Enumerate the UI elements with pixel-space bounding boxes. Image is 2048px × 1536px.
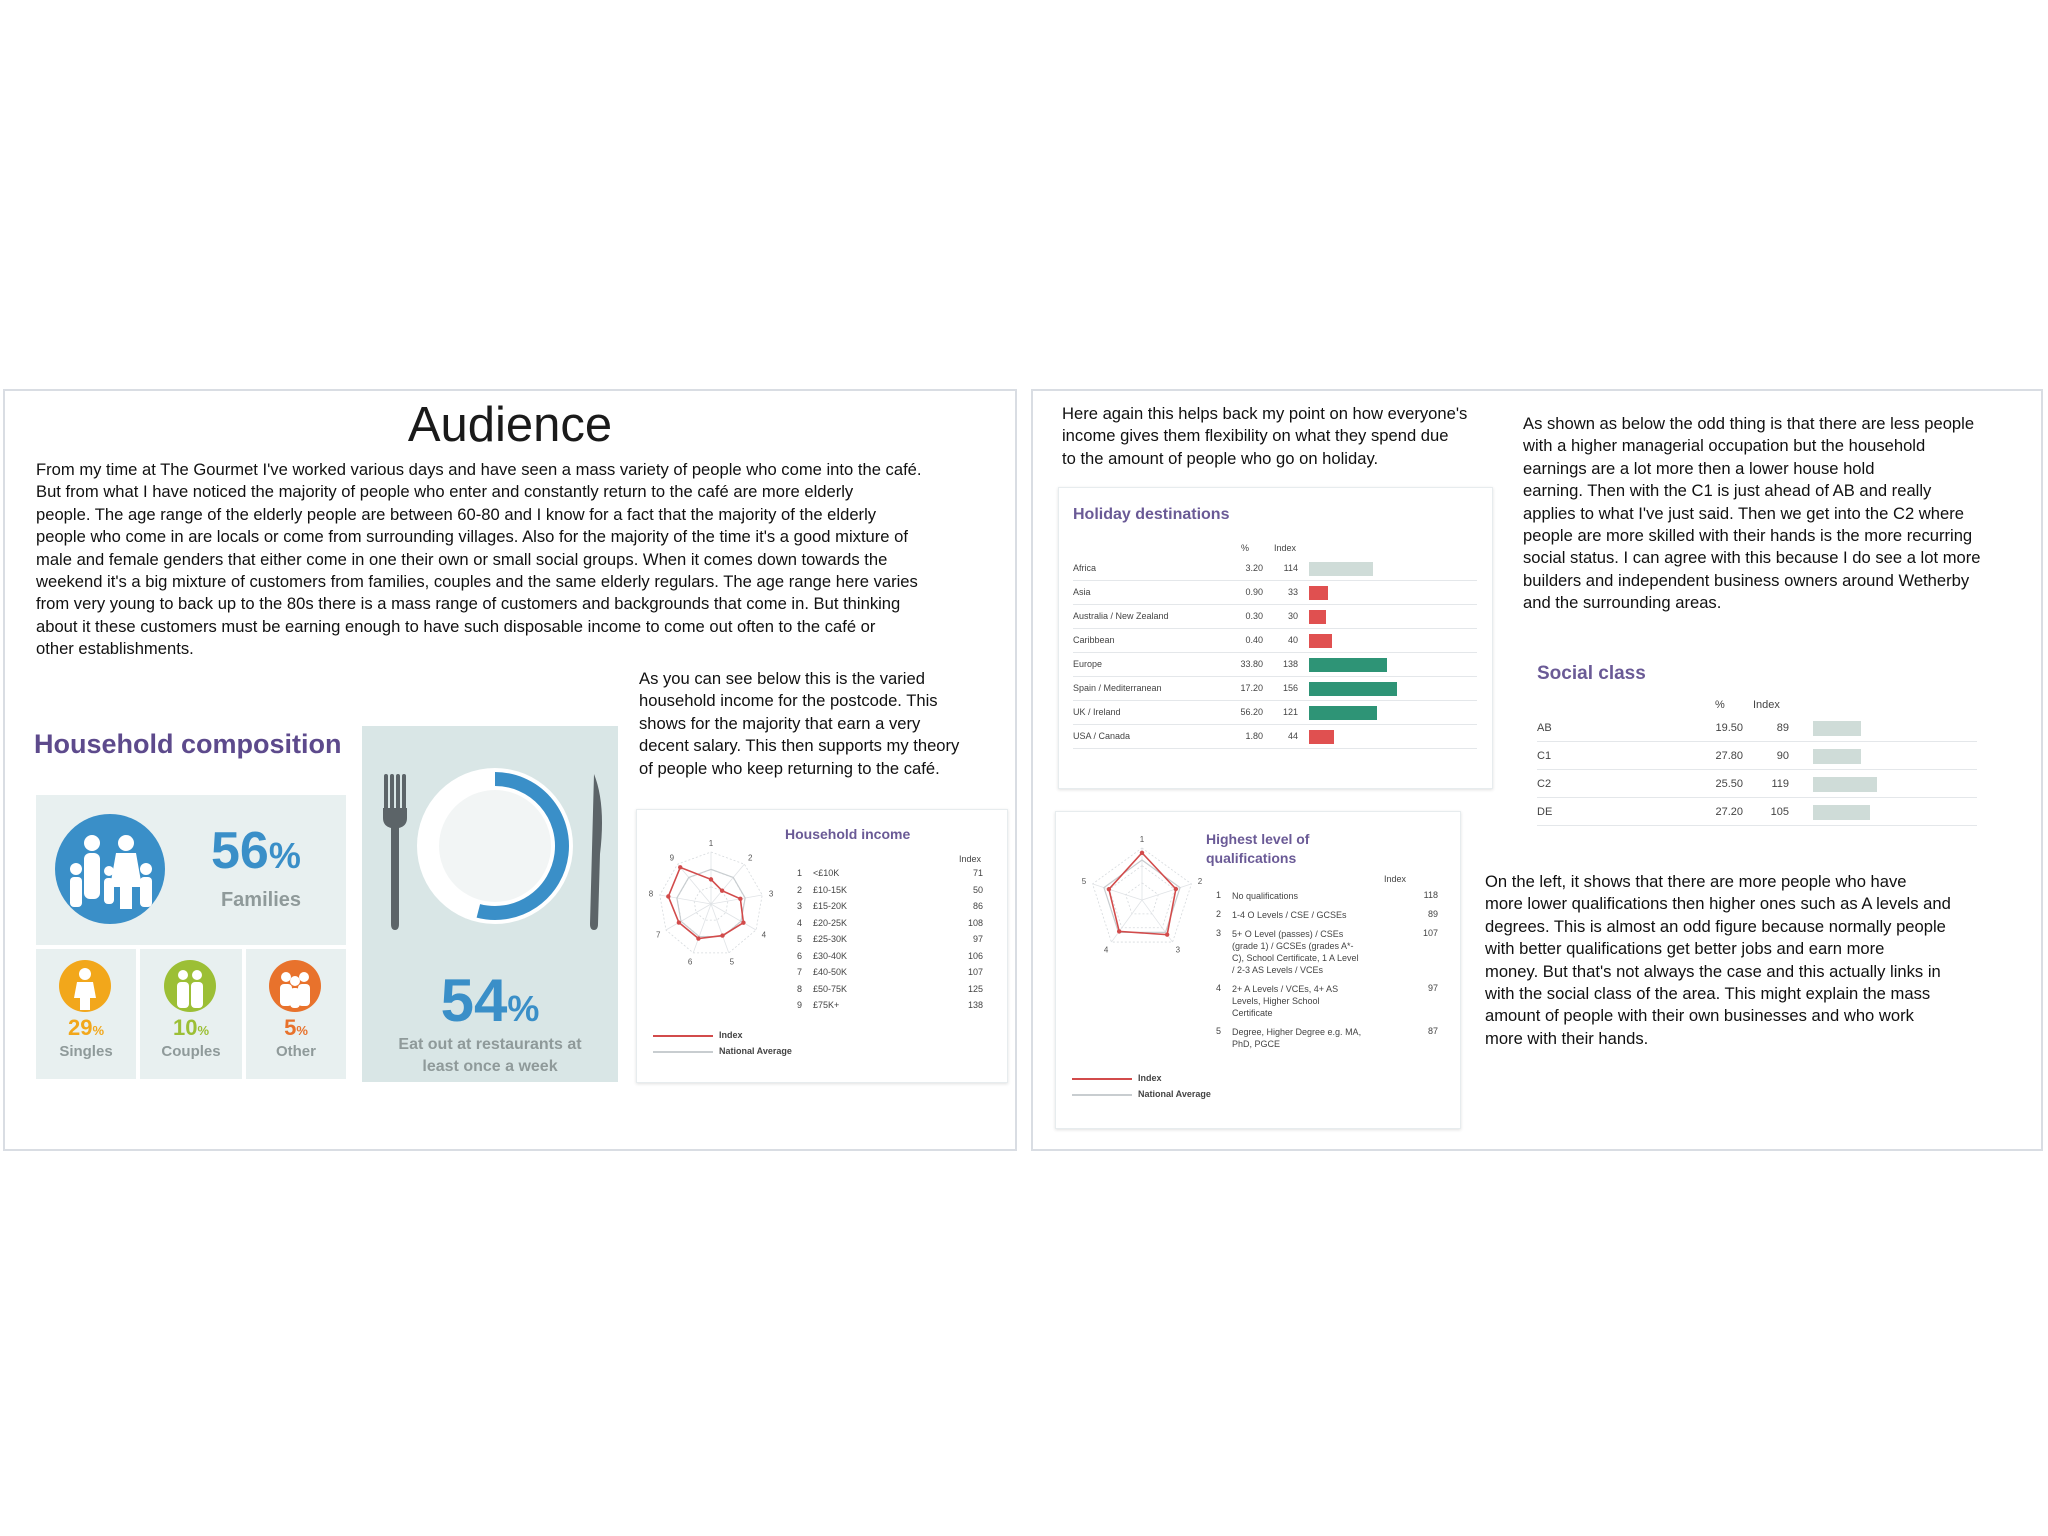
group-icon	[268, 959, 322, 1013]
intro-line: From my time at The Gourmet I've worked various days and have seen a mass variety of people who come into the café.	[36, 460, 922, 479]
holiday-note-line: to the amount of people who go on holiday.	[1062, 448, 1379, 468]
social-note-line: As shown as below the odd thing is that there are less people	[1523, 414, 1975, 433]
income-row	[797, 934, 997, 949]
income-row-index: 108	[967, 917, 983, 928]
income-row-number: 1	[797, 868, 803, 878]
single-person-icon	[58, 959, 112, 1013]
qual-row-label	[1232, 1026, 1392, 1050]
holiday-row-label: Asia	[1073, 587, 1091, 597]
social-row	[1537, 743, 1997, 769]
income-radar-point	[738, 897, 742, 901]
singles-tile	[36, 949, 136, 1079]
income-row-label: £20-25K	[813, 917, 848, 928]
holiday-row-divider	[1073, 604, 1477, 605]
social-row	[1537, 715, 1997, 741]
holiday-row	[1073, 654, 1483, 676]
social-index-header: Index	[1753, 699, 1780, 711]
legend-national-line	[653, 1051, 713, 1053]
holiday-row	[1073, 582, 1483, 604]
qual-row-index: 89	[1427, 909, 1438, 919]
qual-row-label	[1232, 928, 1392, 976]
income-radar-axis-label: 1	[708, 839, 714, 848]
income-row-number: 5	[797, 934, 803, 944]
intro-line: people. The age range of the elderly people are between 60-80 and I know for a fact that the majority of the elderly	[36, 504, 877, 524]
income-row-label: £75K+	[813, 1000, 840, 1010]
income-note-line: As you can see below this is the varied	[639, 669, 925, 688]
qual-row-label	[1232, 983, 1392, 1019]
income-row-index: 86	[972, 901, 983, 911]
holiday-row-label: Caribbean	[1073, 635, 1115, 645]
social-note-line: with a higher managerial occupation but the household	[1523, 436, 1926, 456]
holiday-row-label: Africa	[1073, 563, 1097, 573]
income-row-number: 8	[797, 983, 803, 994]
income-row-index: 138	[967, 1000, 983, 1010]
qual-radar-axis-label: 3	[1175, 945, 1181, 955]
qual-radar-point	[1174, 887, 1178, 891]
qual-row-number: 3	[1216, 928, 1222, 938]
income-radar-spoke	[678, 864, 711, 904]
income-row-label: £10-15K	[813, 884, 848, 895]
qual-row-index: 107	[1422, 928, 1438, 938]
holiday-row-divider	[1073, 580, 1477, 581]
social-row-pct: 19.50	[1715, 722, 1743, 734]
social-row-label: C2	[1537, 778, 1552, 790]
social-title: Social class	[1537, 663, 1646, 684]
qual-row-index: 118	[1423, 890, 1438, 900]
intro-line: weekend it's a big mixture of customers from families, couples and the same elderly regulars. The age range here varies	[36, 572, 918, 592]
social-row-bar	[1813, 749, 1861, 764]
income-note-line: shows for the majority that earn a very	[639, 713, 921, 733]
qual-radar-spoke	[1142, 884, 1191, 900]
holiday-row-bar	[1309, 634, 1332, 648]
holiday-row-index: 114	[1283, 563, 1298, 573]
social-row-divider	[1537, 769, 1977, 770]
legend-national: National Average	[719, 1046, 792, 1056]
qual-row-label-line: / 2-3 AS Levels / VCEs	[1232, 965, 1324, 975]
intro-line: about it these customers must be earning enough to have such disposable income to come out often to the café or	[36, 616, 876, 636]
income-note-line: decent salary. This then supports my theory	[639, 736, 960, 756]
holiday-row-bar	[1309, 730, 1334, 744]
other-tile	[246, 949, 346, 1079]
holiday-row-index: 121	[1282, 707, 1298, 717]
income-row-label: £30-40K	[813, 950, 848, 961]
qualifications-note-line: with better qualifications get better jobs and earn more	[1485, 939, 1885, 959]
qual-row-label-line: 1-4 O Levels / CSE / GCSEs	[1232, 910, 1347, 920]
holiday-row	[1073, 678, 1483, 700]
income-row-label: £40-50K	[813, 967, 848, 977]
social-row-divider	[1537, 741, 1977, 742]
holiday-destinations-card	[1058, 487, 1493, 789]
eatout-caption: Eat out at restaurants at least once a week	[398, 1036, 582, 1075]
holiday-row-divider	[1073, 700, 1477, 701]
legend-index-line	[653, 1035, 713, 1037]
social-row	[1537, 771, 1997, 797]
income-row-label: £50-75K	[813, 983, 848, 994]
qualifications-note	[1485, 871, 2035, 1050]
qual-row-label-line: Levels, Higher School	[1232, 996, 1320, 1006]
qualifications-note-line: amount of people with their own businesses and who work	[1485, 1006, 1914, 1026]
family-icon	[54, 813, 166, 925]
social-row-bar	[1813, 721, 1861, 736]
qual-row-label-line: (grade 1) / GCSEs (grades A*-	[1232, 941, 1354, 951]
social-row-label: AB	[1537, 722, 1552, 734]
holiday-row-pct: 3.20	[1245, 563, 1263, 573]
holiday-row-pct: 1.80	[1245, 731, 1263, 741]
social-note-line: earnings are a lot more then a lower house hold	[1523, 458, 1875, 478]
holiday-row-index: 40	[1287, 635, 1298, 645]
page-title: Audience	[407, 398, 613, 452]
income-radar-axis-label: 7	[655, 930, 661, 940]
couple-icon	[163, 959, 217, 1013]
qual-row-index: 87	[1427, 1026, 1438, 1036]
social-row-pct: 27.80	[1715, 750, 1743, 762]
income-row-number: 7	[797, 967, 803, 977]
qualifications-note-line: degrees. This is almost an odd figure because normally people	[1485, 916, 1946, 936]
social-row-bar	[1813, 805, 1870, 820]
social-note-line: and the surrounding areas.	[1523, 593, 1722, 613]
qualifications-radar-chart	[1076, 830, 1216, 970]
income-row-number: 9	[797, 1000, 803, 1010]
intro-line: But from what I have noticed the majority of people who enter and constantly return to the café are more elderly	[36, 482, 854, 502]
qual-radar-point	[1107, 887, 1111, 891]
income-row	[797, 918, 997, 933]
qual-radar-axis-label: 1	[1139, 835, 1145, 844]
qual-legend-national-line	[1072, 1094, 1132, 1096]
qual-row	[1216, 983, 1454, 1023]
holiday-row-pct: 0.30	[1245, 611, 1263, 621]
intro-line: from very young to back up to the 80s there is a mass range of customers and backgrounds that come in. But thinking	[36, 594, 901, 614]
social-row-pct: 27.20	[1715, 806, 1743, 818]
household-income-card	[636, 809, 1008, 1083]
qualifications-note-line: more with their hands.	[1485, 1028, 1649, 1048]
income-radar-axis-label: 3	[768, 889, 774, 899]
qual-radar-point	[1165, 932, 1169, 936]
families-label: Families	[220, 889, 302, 911]
holiday-row	[1073, 606, 1483, 628]
holiday-row-index: 33	[1287, 587, 1298, 597]
income-row-label: £15-20K	[813, 901, 848, 911]
qual-radar-spoke	[1093, 884, 1142, 900]
qual-row	[1216, 890, 1454, 906]
families-tile	[36, 795, 346, 945]
social-note-line: earning. Then with the C1 is just ahead of AB and really	[1523, 481, 1932, 501]
holiday-row-label: Spain / Mediterranean	[1073, 683, 1162, 693]
income-radar-point	[741, 921, 745, 925]
qual-row-label	[1232, 890, 1392, 902]
qualifications-note-line: money. But that's not always the case and this actually links in	[1485, 961, 1941, 981]
income-radar-point	[678, 865, 682, 869]
social-note-line: people are more skilled with their hands is the more recurring	[1523, 526, 1973, 546]
social-note	[1523, 413, 2038, 615]
income-note	[639, 668, 1009, 780]
holiday-row	[1073, 630, 1483, 652]
plate-cutlery-icon	[362, 726, 618, 946]
holiday-row-index: 156	[1282, 683, 1298, 693]
couples-label: Couples	[161, 1043, 221, 1060]
income-row-index: 71	[972, 868, 983, 878]
social-row-index: 89	[1776, 722, 1789, 734]
holiday-row-divider	[1073, 628, 1477, 629]
right-page	[1031, 389, 2043, 1151]
holiday-row-label: UK / Ireland	[1073, 707, 1121, 717]
income-radar-axis-label: 8	[648, 889, 654, 899]
income-radar-axis-label: 5	[729, 957, 735, 967]
left-page	[3, 389, 1017, 1151]
income-radar-point	[720, 889, 724, 893]
income-radar-point	[696, 936, 700, 940]
income-row-number: 4	[797, 917, 803, 928]
holiday-row-divider	[1073, 676, 1477, 677]
qual-row-label-line: No qualifications	[1232, 891, 1299, 901]
income-row	[797, 951, 997, 966]
qualifications-note-line: On the left, it shows that there are more people who have	[1485, 872, 1907, 891]
intro-line: other establishments.	[36, 639, 194, 659]
holiday-row-pct: 33.80	[1240, 659, 1263, 669]
other-label: Other	[275, 1043, 316, 1060]
holiday-row	[1073, 726, 1483, 748]
couples-tile	[140, 949, 242, 1079]
income-radar-point	[709, 877, 713, 881]
qual-row-label-line: Certificate	[1232, 1008, 1273, 1018]
holiday-row	[1073, 558, 1483, 580]
qual-row-index: 97	[1427, 983, 1438, 993]
holiday-row-pct: 0.40	[1245, 635, 1263, 645]
holiday-row-label: Australia / New Zealand	[1073, 611, 1169, 621]
qual-row-label	[1232, 909, 1392, 921]
couples-percent: 10%	[172, 1015, 210, 1040]
income-note-line: of people who keep returning to the café.	[639, 758, 940, 778]
qualifications-note-line: more lower qualifications then higher ones such as A levels and	[1485, 894, 1951, 914]
income-row	[797, 868, 997, 883]
income-radar-point	[677, 920, 681, 924]
social-row-divider	[1537, 825, 1977, 826]
holiday-row-bar	[1309, 562, 1373, 576]
income-row-number: 2	[797, 884, 803, 895]
qual-radar-point	[1117, 929, 1121, 933]
singles-label: Singles	[59, 1043, 113, 1060]
holiday-row-pct: 17.20	[1240, 683, 1263, 693]
social-row-label: DE	[1537, 806, 1553, 818]
qual-radar-point	[1140, 851, 1144, 855]
social-note-line: applies to what I've just said. Then we get into the C2 where	[1523, 503, 1965, 523]
qual-legend-national: National Average	[1138, 1089, 1211, 1099]
intro-line: people who come in are locals or come from surrounding villages. Also for the majority of the time it's a good mixture of	[36, 527, 908, 547]
qual-row-label-line: 2+ A Levels / VCEs, 4+ AS	[1232, 984, 1339, 994]
qualifications-card	[1055, 811, 1461, 1129]
holiday-note-line: Here again this helps back my point on how everyone's	[1062, 404, 1468, 423]
qual-index-header: Index	[1384, 874, 1407, 884]
eatout-percent: 54%	[440, 967, 540, 1034]
social-row-index: 119	[1771, 778, 1789, 790]
income-row-index: 97	[972, 934, 983, 944]
qual-radar-axis-label: 4	[1103, 945, 1109, 955]
income-radar-spoke	[711, 904, 756, 930]
income-radar-axis-label: 2	[747, 853, 753, 863]
qualifications-title: Highest level of qualifications	[1206, 831, 1310, 866]
intro-line: male and female genders that either come in one their own or small social groups. When it comes down towards the	[36, 549, 888, 569]
income-row-index: 106	[967, 950, 983, 961]
holiday-row-bar	[1309, 706, 1377, 720]
social-row-bar	[1813, 777, 1877, 792]
holiday-index-header: Index	[1274, 543, 1297, 553]
holiday-pct-header: %	[1241, 543, 1250, 553]
qual-radar-axis-label: 2	[1197, 877, 1203, 887]
income-radar-axis-label: 4	[761, 930, 767, 940]
qual-row-number: 1	[1216, 890, 1222, 900]
income-row	[797, 885, 997, 900]
income-note-line: household income for the postcode. This	[639, 691, 938, 711]
social-row	[1537, 799, 1997, 825]
qualifications-note-line: with the social class of the area. This might explain the mass	[1485, 984, 1931, 1004]
holiday-row-label: USA / Canada	[1073, 731, 1131, 741]
income-row-index: 125	[967, 983, 983, 994]
income-row-label: £25-30K	[813, 934, 848, 944]
qual-row	[1216, 928, 1454, 980]
qual-row-label-line: C), School Certificate, 1 A Level	[1232, 953, 1359, 963]
qual-row	[1216, 1026, 1454, 1054]
families-percent: 56%	[211, 822, 301, 880]
income-row	[797, 967, 997, 982]
holiday-row-pct: 0.90	[1245, 587, 1263, 597]
qual-radar-axis-label: 5	[1081, 877, 1087, 887]
holiday-row	[1073, 702, 1483, 724]
income-index-header: Index	[959, 854, 982, 864]
qual-row-number: 2	[1216, 909, 1222, 919]
holiday-row-divider	[1073, 748, 1477, 749]
income-row-number: 6	[797, 950, 803, 961]
social-row-index: 90	[1776, 750, 1789, 762]
holiday-row-bar	[1309, 586, 1328, 600]
social-class-card	[1523, 651, 2003, 841]
income-row-number: 3	[797, 901, 803, 911]
eatout-tile	[362, 726, 618, 1082]
social-note-line: social status. I can agree with this because I do see a lot more	[1523, 548, 1981, 568]
other-percent: 5%	[284, 1015, 308, 1040]
qual-row	[1216, 909, 1454, 925]
social-row-index: 105	[1770, 806, 1789, 818]
household-heading: Household composition	[34, 729, 342, 759]
qual-row-number: 4	[1216, 983, 1222, 993]
income-row-index: 50	[972, 884, 983, 895]
holiday-row-index: 30	[1287, 611, 1298, 621]
social-note-line: builders and independent business owners around Wetherby	[1523, 570, 1970, 590]
holiday-row-pct: 56.20	[1240, 707, 1263, 717]
income-row	[797, 1000, 997, 1015]
holiday-row-index: 44	[1287, 731, 1298, 741]
income-radar-axis-label: 6	[687, 957, 693, 967]
holiday-note-line: income gives them flexibility on what they spend due	[1062, 426, 1449, 446]
holiday-note	[1062, 403, 1502, 470]
income-radar-axis-label: 9	[669, 853, 675, 863]
social-row-label: C1	[1537, 750, 1552, 762]
intro-paragraph	[36, 459, 1016, 661]
holiday-row-bar	[1309, 610, 1326, 624]
income-row	[797, 901, 997, 916]
holiday-row-divider	[1073, 724, 1477, 725]
qual-row-label-line: PhD, PGCE	[1232, 1039, 1281, 1049]
qual-row-number: 5	[1216, 1026, 1222, 1036]
holiday-row-divider	[1073, 652, 1477, 653]
social-row-pct: 25.50	[1715, 778, 1743, 790]
income-row	[797, 984, 997, 999]
income-row-label: <£10K	[813, 868, 840, 878]
income-radar-spoke	[693, 904, 711, 953]
income-radar-chart	[648, 824, 801, 974]
legend-index: Index	[719, 1030, 743, 1040]
holiday-row-label: Europe	[1073, 659, 1103, 669]
qual-legend-index-line	[1072, 1078, 1132, 1080]
qual-row-label-line: 5+ O Level (passes) / CSEs	[1232, 929, 1344, 939]
singles-percent: 29%	[67, 1015, 105, 1040]
income-radar-point	[666, 894, 670, 898]
income-radar-point	[720, 933, 724, 937]
qual-legend-index: Index	[1138, 1073, 1162, 1083]
income-chart-title: Household income	[785, 826, 911, 842]
qual-row-label-line: Degree, Higher Degree e.g. MA,	[1232, 1027, 1362, 1037]
holiday-row-bar	[1309, 682, 1397, 696]
holiday-row-index: 138	[1282, 659, 1298, 669]
income-row-index: 107	[967, 967, 983, 977]
social-pct-header: %	[1715, 699, 1725, 711]
holiday-title: Holiday destinations	[1073, 506, 1230, 523]
holiday-row-bar	[1309, 658, 1387, 672]
social-row-divider	[1537, 797, 1977, 798]
